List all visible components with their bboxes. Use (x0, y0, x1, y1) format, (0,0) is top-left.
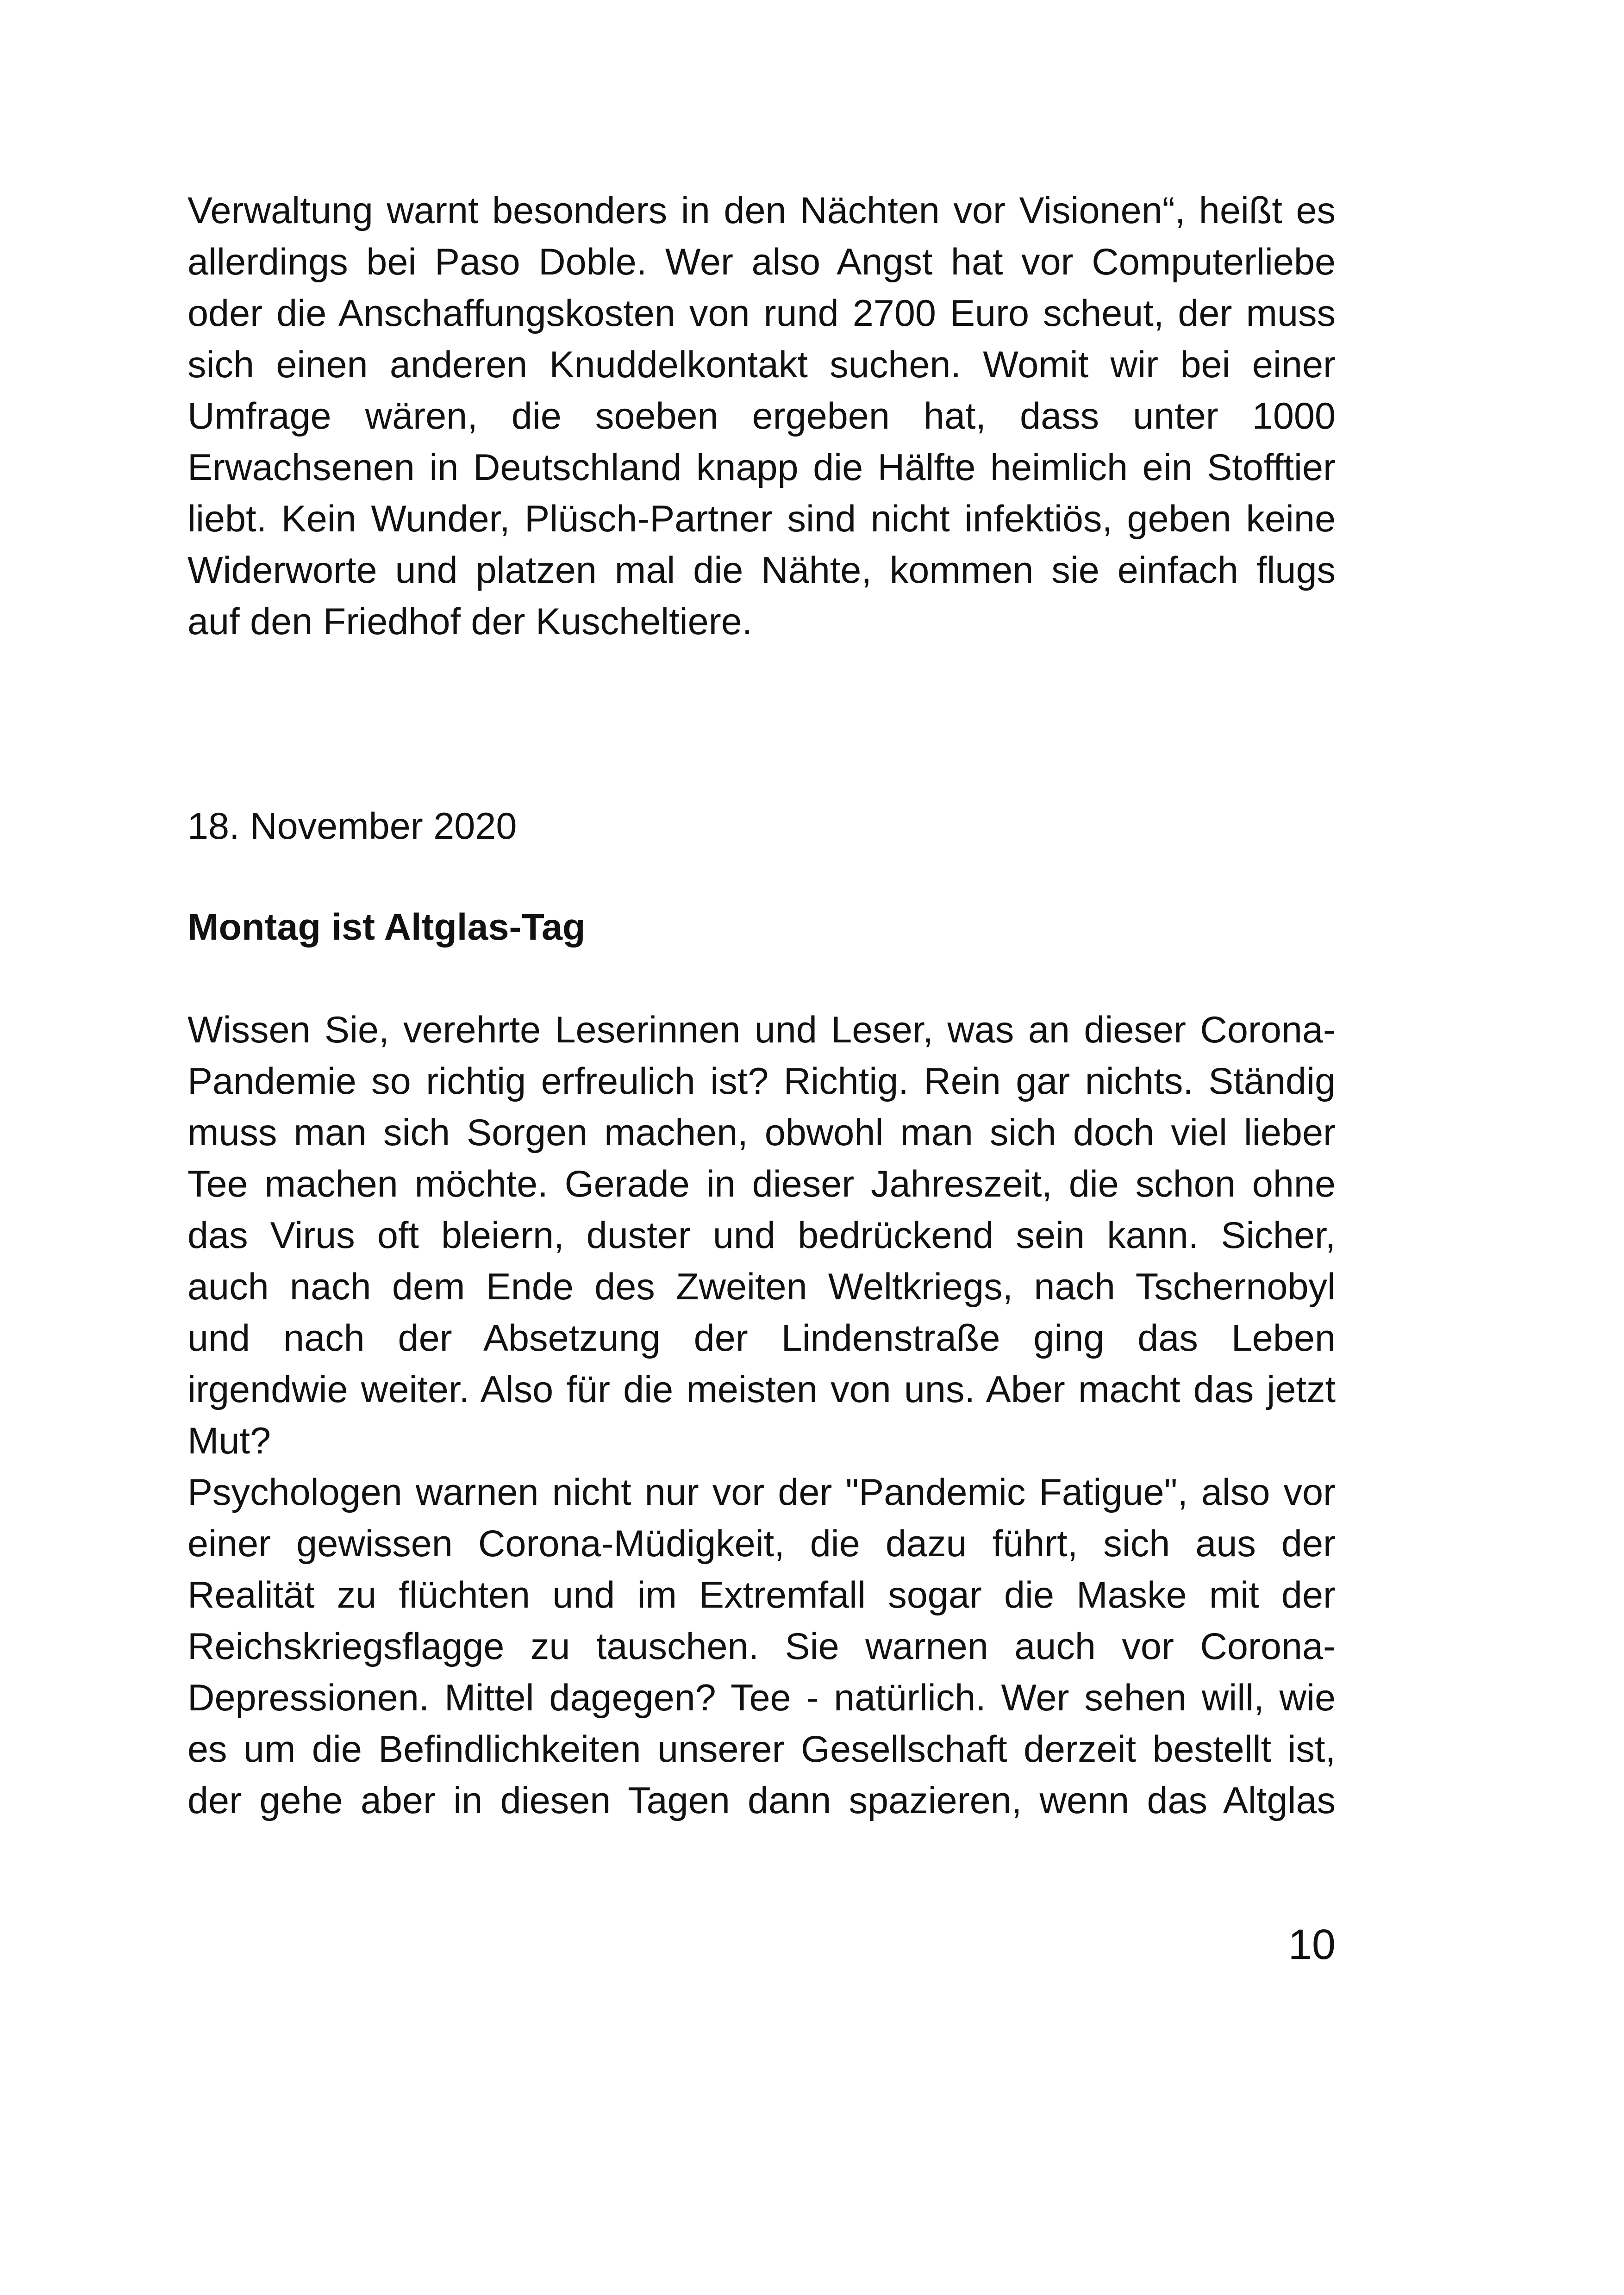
text-line: allerdings bei Paso Doble. Wer also Angst hat vor Computerliebe (187, 241, 1336, 283)
paragraph (187, 1467, 1336, 1827)
article-body (187, 1004, 1336, 1827)
text-line: Realität zu flüchten und im Extremfall sogar die Maske mit der (187, 1574, 1336, 1616)
text-line: liebt. Kein Wunder, Plüsch-Partner sind nicht infektiös, geben keine (187, 498, 1336, 540)
text-line: Tee machen möchte. Gerade in dieser Jahreszeit, die schon ohne (187, 1163, 1336, 1205)
text-line: und nach der Absetzung der Lindenstraße ging das Leben (187, 1317, 1336, 1359)
continuation-text (187, 185, 1336, 648)
paragraph (187, 1004, 1336, 1467)
article-title: Montag ist Altglas-Tag (187, 906, 586, 948)
text-line: Mut? (187, 1420, 271, 1462)
article-date: 18. November 2020 (187, 805, 517, 847)
text-line: muss man sich Sorgen machen, obwohl man sich doch viel lieber (187, 1112, 1336, 1154)
text-line: Psychologen warnen nicht nur vor der "Pandemic Fatigue", also vor (187, 1472, 1336, 1513)
text-line: Wissen Sie, verehrte Leserinnen und Leser, was an dieser Corona- (187, 1009, 1336, 1051)
page-number: 10 (1288, 1921, 1336, 1968)
text-line: irgendwie weiter. Also für die meisten von uns. Aber macht das jetzt (187, 1369, 1336, 1410)
text-line: auch nach dem Ende des Zweiten Weltkriegs, nach Tschernobyl (187, 1266, 1336, 1308)
text-line: Depressionen. Mittel dagegen? Tee - natürlich. Wer sehen will, wie (187, 1677, 1336, 1719)
text-line: der gehe aber in diesen Tagen dann spazieren, wenn das Altglas (187, 1780, 1336, 1821)
text-line: sich einen anderen Knuddelkontakt suchen. Womit wir bei einer (187, 344, 1336, 386)
text-line: auf den Friedhof der Kuscheltiere. (187, 601, 753, 642)
text-line: Verwaltung warnt besonders in den Nächten vor Visionen“, heißt es (187, 190, 1336, 231)
text-line: das Virus oft bleiern, duster und bedrückend sein kann. Sicher, (187, 1215, 1336, 1256)
text-line: Erwachsenen in Deutschland knapp die Hälfte heimlich ein Stofftier (187, 447, 1336, 488)
text-line: es um die Befindlichkeiten unserer Gesellschaft derzeit bestellt ist, (187, 1728, 1336, 1770)
text-line: einer gewissen Corona-Müdigkeit, die dazu führt, sich aus der (187, 1523, 1336, 1565)
text-line: oder die Anschaffungskosten von rund 2700 Euro scheut, der muss (187, 293, 1336, 334)
text-line: Reichskriegsflagge zu tauschen. Sie warnen auch vor Corona- (187, 1626, 1336, 1667)
text-line: Pandemie so richtig erfreulich ist? Richtig. Rein gar nichts. Ständig (187, 1060, 1336, 1102)
text-line: Widerworte und platzen mal die Nähte, kommen sie einfach flugs (187, 549, 1336, 591)
text-line: Umfrage wären, die soeben ergeben hat, dass unter 1000 (187, 395, 1336, 437)
